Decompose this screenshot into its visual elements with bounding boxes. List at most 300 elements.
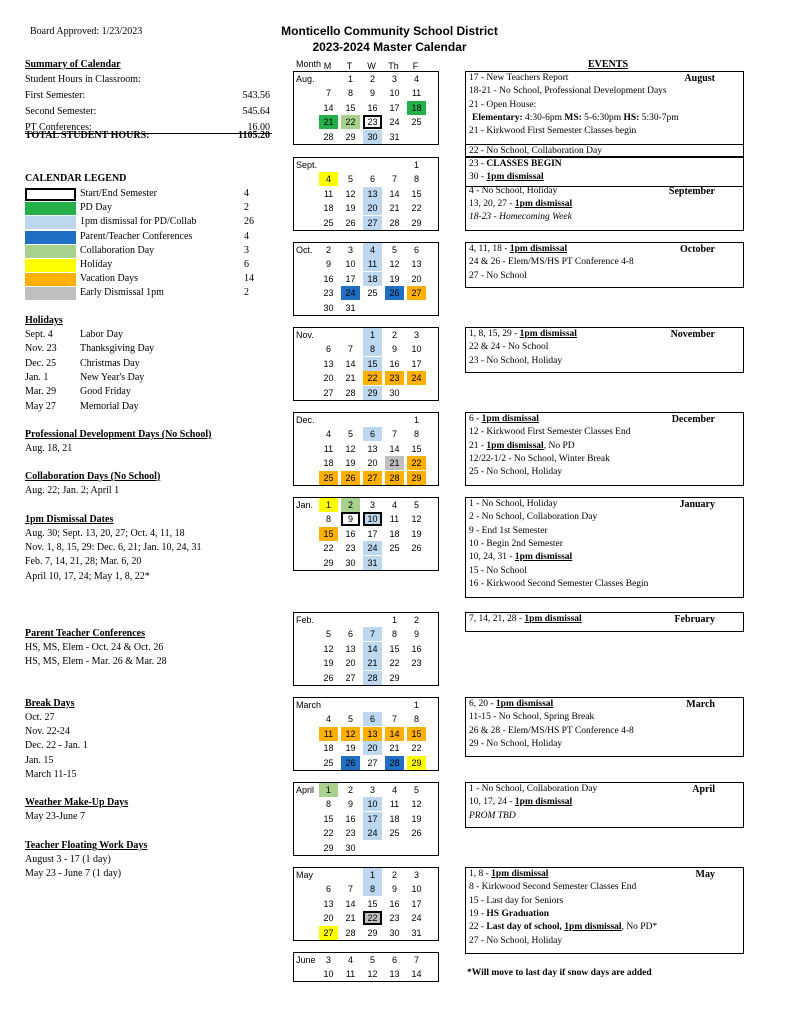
events-month-label: April — [692, 784, 715, 795]
legend-label: Holiday — [80, 259, 113, 270]
day-cell: 7 — [347, 344, 353, 355]
day-cell: 13 — [345, 643, 356, 654]
day-cell: 3 — [369, 785, 375, 795]
day-cell: 5 — [347, 429, 353, 440]
day-cell: 5 — [391, 245, 397, 255]
day-cell: 7 — [413, 955, 419, 965]
day-cell: 9 — [413, 629, 419, 640]
day-cell: 27 — [319, 926, 338, 940]
day-cell: 2 — [391, 330, 397, 340]
events-box — [465, 157, 744, 231]
day-cell: 27 — [407, 286, 426, 300]
holiday-date: Sept. 4 — [25, 329, 53, 340]
day-cell: 5 — [413, 785, 419, 795]
summary-heading: Summary of Calendar — [25, 59, 121, 70]
day-cell: 6 — [325, 884, 331, 895]
month-name: Oct. — [296, 245, 313, 255]
events-box — [465, 612, 744, 632]
events-heading: EVENTS — [588, 59, 629, 70]
day-cell: 1 — [347, 74, 353, 84]
day-cell: 8 — [413, 714, 419, 725]
day-cell: 3 — [325, 955, 331, 965]
event-line: PROM TBD — [469, 810, 516, 821]
holiday-name: Labor Day — [80, 329, 124, 340]
day-cell: 16 — [323, 273, 334, 284]
day-cell: 24 — [407, 371, 426, 385]
legend-label: Start/End Semester — [80, 188, 157, 199]
event-line: 10 - Begin 2nd Semester — [469, 538, 563, 549]
day-cell: 4 — [391, 500, 397, 510]
day-cell: 9 — [391, 884, 397, 895]
day-cell: 18 — [407, 101, 426, 115]
event-line: 29 - No School, Holiday — [469, 738, 563, 749]
event-line: 11-15 - No School, Spring Break — [469, 712, 595, 723]
event-line: 18-23 - Homecoming Week — [469, 212, 572, 223]
day-cell: 18 — [389, 528, 400, 539]
day-cell: 30 — [363, 130, 382, 144]
day-cell: 3 — [391, 74, 397, 84]
day-cell: 21 — [345, 913, 356, 924]
event-line: 21 - Open House: — [469, 99, 537, 110]
day-cell: 19 — [323, 658, 334, 669]
day-cell: 3 — [413, 330, 419, 340]
day-cell: 25 — [411, 117, 422, 128]
day-cell: 26 — [411, 543, 422, 554]
day-cell: 29 — [363, 386, 382, 400]
day-cell: 9 — [369, 88, 375, 99]
event-line: 24 & 26 - Elem/MS/HS PT Conference 4-8 — [469, 257, 634, 268]
events-month-label: September — [668, 185, 715, 197]
events-box — [465, 867, 744, 954]
day-cell: 7 — [347, 884, 353, 895]
day-cell: 2 — [347, 785, 353, 795]
day-cell: 22 — [323, 828, 334, 839]
legend-count: 4 — [244, 188, 249, 199]
event-line: 22 - Last day of school, 1pm dismissal, No PD* — [469, 922, 658, 933]
day-cell: 21 — [389, 743, 400, 754]
day-cell: 2 — [391, 870, 397, 880]
day-cell: 15 — [363, 357, 382, 371]
day-cell: 6 — [369, 174, 375, 185]
month-calendar-oct — [293, 242, 439, 316]
day-cell: 5 — [325, 629, 331, 640]
parent-teacher-conferences-line: HS, MS, Elem - Oct. 24 & Oct. 26 — [25, 642, 164, 653]
dismissal-dates-line: April 10, 17, 24; May 1, 8, 22* — [25, 570, 150, 582]
event-line: 16 - Kirkwood Second Semester Classes Begin — [469, 578, 649, 589]
event-line: 19 - HS Graduation — [469, 908, 549, 919]
day-cell: 5 — [347, 174, 353, 185]
events-month-label: December — [671, 414, 715, 425]
day-cell: 14 — [323, 102, 334, 113]
day-cell: 1 — [413, 700, 419, 710]
day-cell: 3 — [413, 870, 419, 880]
day-cell: 12 — [411, 799, 422, 810]
event-line: 1 - No School, Holiday — [469, 499, 558, 509]
event-line: 13, 20, 27 - 1pm dismissal — [469, 198, 573, 209]
day-cell: 26 — [341, 471, 360, 485]
month-name: Feb. — [296, 615, 315, 625]
holiday-name: Christmas Day — [80, 357, 140, 369]
day-cell: 25 — [367, 288, 378, 299]
dismissal-dates-line: Feb. 7, 14, 21, 28; Mar. 6, 20 — [25, 556, 142, 568]
holiday-name: Good Friday — [80, 386, 131, 398]
legend-count: 26 — [244, 216, 254, 228]
break-days-line: March 11-15 — [25, 768, 77, 780]
events-month-label: February — [674, 614, 715, 625]
day-cell: 12 — [411, 514, 422, 525]
day-cell: 29 — [323, 557, 334, 568]
day-cell: 20 — [411, 273, 422, 284]
day-cell: 18 — [323, 203, 334, 214]
summary-label: Second Semester: — [25, 106, 97, 117]
holiday-date: Dec. 25 — [25, 357, 57, 369]
day-cell: 20 — [367, 458, 378, 469]
day-cell: 9 — [325, 259, 331, 270]
total-hours-value: 1105.20 — [238, 130, 270, 141]
weekday-label: W — [367, 61, 376, 71]
events-box — [465, 782, 744, 828]
day-cell: 10 — [363, 512, 382, 526]
parent-teacher-conferences-heading: Parent Teacher Conferences — [25, 628, 145, 639]
day-cell: 22 — [363, 371, 382, 385]
summary-label: PT Conferences: — [25, 122, 92, 133]
day-cell: 29 — [389, 672, 400, 683]
day-cell: 14 — [411, 969, 422, 980]
break-days-line: Oct. 27 — [25, 712, 55, 723]
day-cell: 29 — [323, 842, 334, 853]
day-cell: 11 — [363, 257, 382, 271]
day-cell: 27 — [363, 216, 382, 230]
day-cell: 9 — [391, 344, 397, 355]
day-cell: 28 — [345, 387, 356, 398]
event-line: 21 - Kirkwood First Semester Classes begin — [469, 126, 637, 137]
dismissal-dates-heading: 1pm Dismissal Dates — [25, 514, 114, 525]
day-cell: 21 — [319, 115, 338, 129]
day-cell: 11 — [323, 188, 334, 199]
day-cell: 13 — [363, 727, 382, 741]
weather-makeup-heading: Weather Make-Up Days — [25, 797, 129, 808]
day-cell: 6 — [325, 344, 331, 355]
day-cell: 24 — [411, 913, 422, 924]
day-cell: 7 — [391, 174, 397, 185]
event-line: Elementary: 4:30-6pm MS: 5-6:30pm HS: 5:30-7pm — [472, 112, 679, 123]
day-cell: 12 — [345, 188, 356, 199]
day-cell: 8 — [413, 429, 419, 440]
day-cell: 1 — [363, 328, 382, 342]
day-cell: 27 — [345, 672, 356, 683]
day-cell: 22 — [389, 658, 400, 669]
legend-swatch — [25, 273, 76, 286]
month-calendar-april — [293, 782, 439, 856]
events-box — [465, 412, 744, 486]
day-cell: 15 — [411, 443, 422, 454]
event-line: 6, 20 - 1pm dismissal — [469, 699, 554, 709]
legend-label: 1pm dismissal for PD/Collab — [80, 216, 197, 228]
day-cell: 13 — [363, 187, 382, 201]
day-cell: 15 — [367, 898, 378, 909]
day-cell: 13 — [323, 358, 334, 369]
day-cell: 20 — [323, 913, 334, 924]
day-cell: 28 — [385, 756, 404, 770]
day-cell: 30 — [389, 387, 400, 398]
day-cell: 26 — [385, 286, 404, 300]
legend-count: 2 — [244, 287, 249, 299]
events-month-label: January — [679, 499, 715, 510]
event-line: 6 - 1pm dismissal — [469, 414, 539, 424]
day-cell: 31 — [389, 131, 400, 142]
month-name: Jan. — [296, 500, 314, 510]
event-line: 17 - New Teachers Report — [469, 73, 569, 83]
day-cell: 14 — [345, 898, 356, 909]
day-cell: 10 — [345, 259, 356, 270]
legend-swatch — [25, 216, 76, 229]
day-cell: 15 — [411, 188, 422, 199]
day-cell: 21 — [385, 456, 404, 470]
day-cell: 19 — [345, 203, 356, 214]
day-cell: 7 — [325, 88, 331, 99]
day-cell: 7 — [363, 627, 382, 641]
day-cell: 20 — [363, 201, 382, 215]
day-cell: 27 — [363, 471, 382, 485]
events-month-label: October — [680, 244, 715, 255]
pd-days-line: Aug. 18, 21 — [25, 443, 73, 454]
day-cell: 8 — [413, 174, 419, 185]
day-cell: 17 — [367, 528, 378, 539]
day-cell: 1 — [413, 160, 419, 170]
day-cell: 21 — [363, 656, 382, 670]
month-name: June — [296, 955, 316, 965]
day-cell: 26 — [341, 756, 360, 770]
event-line: 1, 8, 15, 29 - 1pm dismissal — [469, 329, 577, 339]
day-cell: 5 — [413, 500, 419, 510]
holiday-name: New Year's Day — [80, 371, 145, 383]
day-cell: 10 — [389, 88, 400, 99]
day-cell: 25 — [389, 543, 400, 554]
day-cell: 6 — [413, 245, 419, 255]
day-cell: 30 — [345, 842, 356, 853]
summary-value: 16.00 — [247, 122, 270, 133]
legend-swatch — [25, 231, 76, 244]
event-line: 22 - No School, Collaboration Day — [469, 146, 602, 156]
break-days-line: Dec. 22 - Jan. 1 — [25, 740, 88, 752]
day-cell: 9 — [347, 799, 353, 810]
day-cell: 30 — [389, 927, 400, 938]
day-cell: 23 — [385, 371, 404, 385]
break-days-heading: Break Days — [25, 698, 75, 709]
month-column-header: Month — [296, 59, 322, 69]
day-cell: 28 — [323, 131, 334, 142]
day-cell: 10 — [363, 797, 382, 811]
event-line: 12 - Kirkwood First Semester Classes End — [469, 427, 631, 438]
day-cell: 8 — [325, 799, 331, 810]
legend-label: Parent/Teacher Conferences — [80, 230, 193, 242]
event-line: 25 - No School, Holiday — [469, 467, 563, 478]
event-line: 27 - No School — [469, 270, 527, 281]
day-cell: 16 — [367, 102, 378, 113]
break-days-line: Nov. 22-24 — [25, 726, 70, 738]
day-cell: 24 — [363, 826, 382, 840]
day-cell: 19 — [345, 743, 356, 754]
day-cell: 28 — [345, 927, 356, 938]
day-cell: 23 — [323, 288, 334, 299]
collab-days-line: Aug. 22; Jan. 2; April 1 — [25, 485, 120, 496]
summary-value: 545.64 — [242, 106, 270, 117]
day-cell: 16 — [345, 528, 356, 539]
month-calendar-dec — [293, 412, 439, 486]
weekday-label: Th — [388, 61, 399, 71]
events-month-label: August — [684, 73, 715, 84]
weather-makeup-line: May 23-June 7 — [25, 811, 85, 822]
month-calendar-aug — [293, 71, 439, 145]
day-cell: 17 — [411, 358, 422, 369]
footnote: *Will move to last day if snow days are added — [467, 968, 652, 978]
month-name: March — [296, 700, 322, 710]
day-cell: 12 — [341, 727, 360, 741]
legend-count: 2 — [244, 202, 249, 214]
month-calendar-sept — [293, 157, 439, 231]
day-cell: 21 — [345, 373, 356, 384]
month-calendar-jan — [293, 497, 439, 571]
day-cell: 18 — [363, 272, 382, 286]
day-cell: 24 — [389, 117, 400, 128]
month-calendar-may — [293, 867, 439, 941]
day-cell: 23 — [345, 828, 356, 839]
legend-count: 4 — [244, 230, 249, 242]
event-line: 2 - No School, Collaboration Day — [469, 512, 598, 523]
holidays-heading: Holidays — [25, 315, 63, 326]
day-cell: 14 — [345, 358, 356, 369]
day-cell: 28 — [389, 217, 400, 228]
day-cell: 17 — [363, 812, 382, 826]
day-cell: 15 — [319, 527, 338, 541]
day-cell: 10 — [323, 969, 334, 980]
day-cell: 4 — [413, 74, 419, 84]
day-cell: 29 — [407, 756, 426, 770]
day-cell: 23 — [411, 658, 422, 669]
day-cell: 2 — [325, 245, 331, 255]
day-cell: 4 — [347, 955, 353, 965]
day-cell: 2 — [413, 615, 419, 625]
day-cell: 12 — [389, 259, 400, 270]
day-cell: 22 — [341, 115, 360, 129]
event-line: 12/22-1/2 - No School, Winter Break — [469, 453, 610, 464]
day-cell: 29 — [411, 217, 422, 228]
day-cell: 29 — [367, 927, 378, 938]
legend-label: Early Dismissal 1pm — [80, 287, 164, 299]
day-cell: 4 — [325, 714, 331, 725]
month-calendar-march — [293, 697, 439, 771]
holiday-date: Nov. 23 — [25, 343, 57, 355]
day-cell: 16 — [389, 898, 400, 909]
break-days-line: Jan. 15 — [25, 754, 54, 766]
day-cell: 11 — [411, 88, 422, 99]
day-cell: 31 — [345, 302, 356, 313]
floating-days-line: May 23 - June 7 (1 day) — [25, 868, 122, 880]
day-cell: 29 — [407, 471, 426, 485]
day-cell: 23 — [389, 913, 400, 924]
floating-days-heading: Teacher Floating Work Days — [25, 840, 148, 851]
day-cell: 2 — [341, 498, 360, 512]
legend-swatch — [25, 202, 76, 215]
parent-teacher-conferences-line: HS, MS, Elem - Mar. 26 & Mar. 28 — [25, 656, 167, 668]
day-cell: 22 — [363, 911, 382, 925]
day-cell: 26 — [345, 217, 356, 228]
event-line: 30 - 1pm dismissal — [469, 172, 544, 183]
day-cell: 12 — [345, 443, 356, 454]
day-cell: 24 — [363, 541, 382, 555]
day-cell: 4 — [319, 172, 338, 186]
month-name: Nov. — [296, 330, 314, 340]
event-line: 4 - No School, Holiday — [469, 185, 558, 196]
legend-swatch — [25, 245, 76, 258]
day-cell: 27 — [323, 387, 334, 398]
day-cell: 28 — [363, 671, 382, 685]
day-cell: 20 — [345, 658, 356, 669]
day-cell: 8 — [363, 342, 382, 356]
day-cell: 11 — [345, 969, 356, 980]
summary-value: 543.56 — [242, 90, 270, 101]
event-line: 15 - No School — [469, 565, 527, 576]
day-cell: 15 — [389, 643, 400, 654]
day-cell: 23 — [345, 543, 356, 554]
event-line: 10, 17, 24 - 1pm dismissal — [469, 797, 573, 808]
legend-swatch — [25, 259, 76, 272]
day-cell: 26 — [411, 828, 422, 839]
event-line: 9 - End 1st Semester — [469, 525, 548, 536]
day-cell: 15 — [345, 102, 356, 113]
summary-label: First Semester: — [25, 90, 86, 101]
day-cell: 13 — [367, 443, 378, 454]
day-cell: 26 — [323, 672, 334, 683]
day-cell: 6 — [391, 955, 397, 965]
day-cell: 1 — [363, 868, 382, 882]
month-calendar-feb — [293, 612, 439, 686]
month-name: Sept. — [296, 160, 318, 170]
day-cell: 22 — [323, 543, 334, 554]
legend-count: 14 — [244, 273, 254, 285]
floating-days-line: August 3 - 17 (1 day) — [25, 854, 111, 865]
board-approved-date: Board Approved: 1/23/2023 — [30, 26, 143, 37]
day-cell: 16 — [411, 643, 422, 654]
day-cell: 14 — [363, 642, 382, 656]
day-cell: 19 — [411, 528, 422, 539]
day-cell: 3 — [347, 245, 353, 255]
holiday-date: Jan. 1 — [25, 371, 49, 383]
day-cell: 31 — [363, 556, 382, 570]
event-line: 8 - Kirkwood Second Semester Classes End — [469, 882, 637, 893]
day-cell: 14 — [389, 188, 400, 199]
event-line: 10, 24, 31 - 1pm dismissal — [469, 552, 573, 563]
summary-label: Student Hours in Classroom: — [25, 74, 141, 85]
day-cell: 8 — [391, 629, 397, 640]
day-cell: 4 — [325, 429, 331, 440]
events-box — [465, 242, 744, 288]
day-cell: 28 — [385, 471, 404, 485]
day-cell: 1 — [319, 498, 338, 512]
day-cell: 29 — [345, 131, 356, 142]
day-cell: 17 — [345, 273, 356, 284]
day-cell: 5 — [369, 955, 375, 965]
event-line: 18-21 - No School, Professional Development Days — [469, 86, 667, 97]
day-cell: 16 — [389, 358, 400, 369]
day-cell: 19 — [411, 813, 422, 824]
events-box — [465, 697, 744, 757]
day-cell: 17 — [411, 898, 422, 909]
day-cell: 20 — [323, 373, 334, 384]
events-month-label: November — [670, 329, 715, 340]
day-cell: 5 — [347, 714, 353, 725]
event-line: 23 - CLASSES BEGIN — [469, 159, 562, 169]
